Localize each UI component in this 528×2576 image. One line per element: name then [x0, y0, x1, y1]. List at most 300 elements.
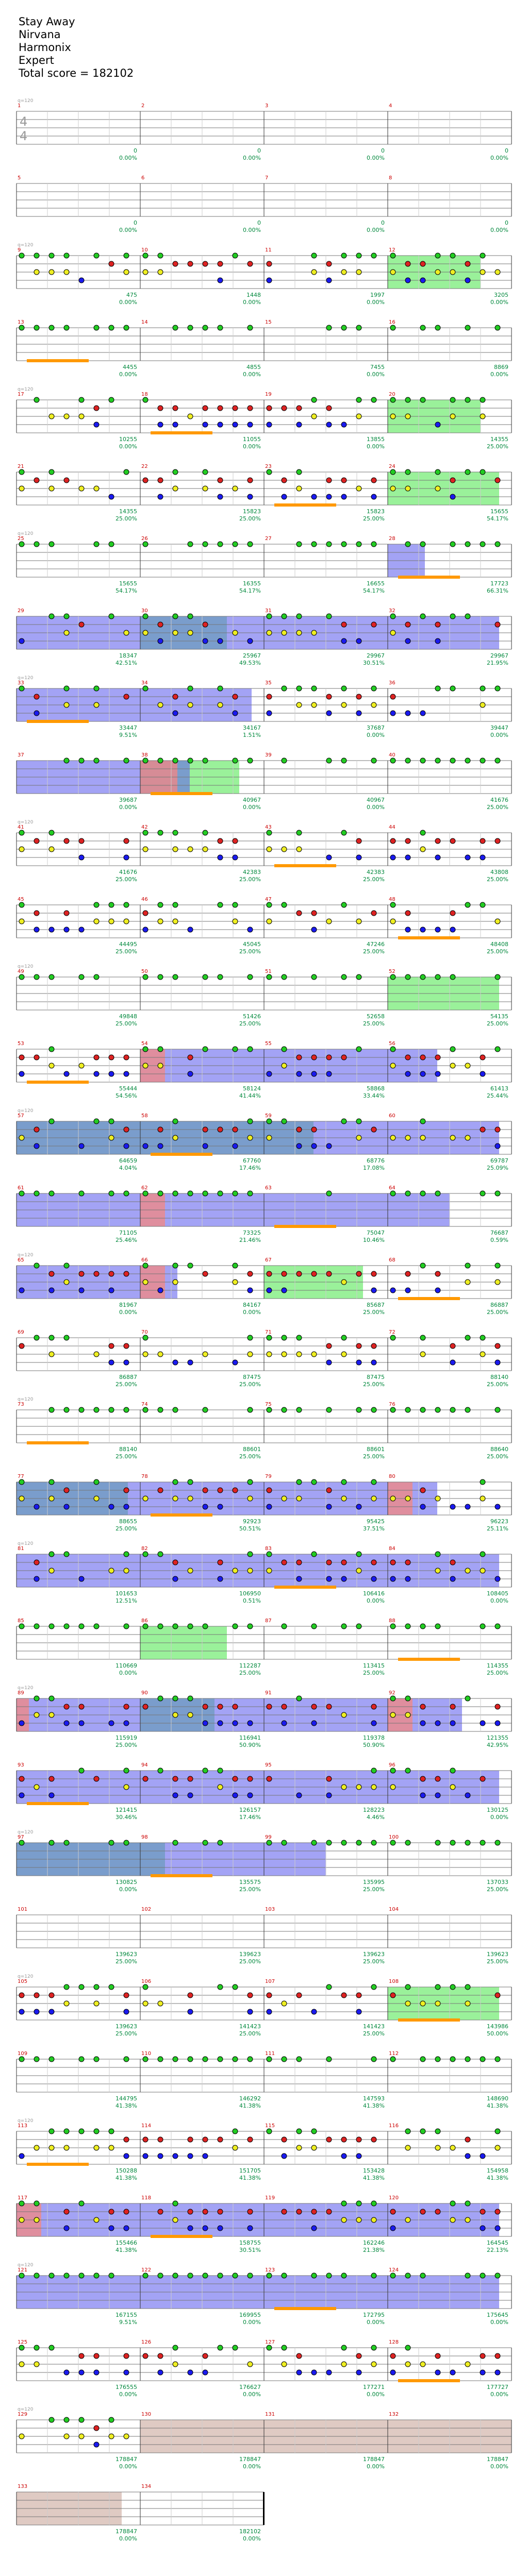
note-gem [435, 2370, 440, 2375]
note-gem [248, 927, 253, 932]
note-gem [49, 1840, 54, 1845]
note-gem [233, 542, 238, 547]
note-gem [495, 1127, 500, 1132]
note-gem [435, 1840, 440, 1845]
note-gem [267, 278, 272, 283]
note-gem [19, 325, 24, 330]
sustain-tail [151, 2235, 212, 2238]
note-gem [450, 1135, 455, 1140]
note-gem [94, 422, 99, 427]
measure-percent: 54.56% [116, 1092, 137, 1099]
note-gem [109, 1071, 114, 1076]
note-gem [341, 686, 346, 691]
note-gem [124, 1343, 129, 1349]
measure-percent: 0.00% [367, 227, 385, 233]
note-gem [143, 927, 148, 932]
note-gem [34, 542, 39, 547]
measure-score: 0 [381, 147, 385, 154]
measure-score: 61413 [490, 1085, 508, 1092]
note-gem [282, 758, 287, 763]
note-gem [158, 1047, 163, 1052]
note-gem [19, 1496, 24, 1501]
note-gem [188, 1993, 193, 1998]
note-gem [143, 1143, 148, 1149]
note-gem [124, 855, 129, 860]
note-gem [480, 758, 485, 763]
note-gem [124, 1568, 129, 1573]
sustain-tail [398, 936, 460, 939]
note-gem [34, 2201, 39, 2206]
note-gem [49, 2345, 54, 2350]
note-gem [19, 1288, 24, 1293]
note-gem [94, 1271, 99, 1276]
note-gem [296, 422, 302, 427]
note-gem [158, 830, 163, 835]
measure-score: 177271 [363, 2384, 385, 2390]
measure-score: 139623 [239, 1951, 261, 1958]
note-gem [64, 1984, 69, 1990]
note-gem [19, 1624, 24, 1629]
measure-score: 178847 [116, 2456, 137, 2463]
note-gem [435, 1271, 440, 1276]
note-gem [356, 919, 361, 924]
measure-percent: 41.38% [487, 2175, 508, 2181]
note-gem [34, 1784, 39, 1790]
measure-score: 8869 [494, 364, 508, 371]
note-gem [465, 2137, 470, 2142]
note-gem [311, 1840, 317, 1845]
note-gem [34, 2009, 39, 2014]
note-gem [124, 1055, 129, 1060]
note-gem [420, 974, 425, 980]
measure-score: 51426 [243, 1013, 261, 1020]
note-gem [341, 253, 346, 258]
note-gem [390, 1576, 395, 1581]
note-gem [143, 1335, 148, 1340]
note-gem [49, 325, 54, 330]
note-gem [435, 469, 440, 475]
note-gem [311, 1055, 317, 1060]
note-gem [173, 1576, 178, 1581]
note-gem [233, 630, 238, 635]
note-gem [371, 1127, 376, 1132]
note-gem [143, 397, 148, 402]
note-gem [79, 1768, 84, 1773]
note-gem [233, 1776, 238, 1781]
note-gem [173, 1407, 178, 1412]
note-gem [49, 542, 54, 547]
measure-percent: 50.90% [239, 1742, 261, 1748]
note-gem [143, 1063, 148, 1068]
note-gem [124, 902, 129, 907]
note-gem [296, 542, 302, 547]
note-gem [188, 1776, 193, 1781]
note-gem [420, 261, 425, 266]
note-gem [49, 1119, 54, 1124]
note-gem [218, 2209, 223, 2214]
measure-number: 19 [265, 392, 272, 397]
measure-number: 73 [18, 1402, 24, 1407]
note-gem [326, 855, 332, 860]
note-gem [267, 1407, 272, 1412]
measure-number: 57 [18, 1113, 24, 1119]
note-gem [341, 702, 346, 708]
note-gem [450, 542, 455, 547]
measure-percent: 41.44% [239, 1092, 261, 1099]
measure-score: 110669 [116, 1662, 137, 1669]
measure-number: 133 [18, 2484, 28, 2489]
note-gem [341, 1279, 346, 1285]
note-gem [326, 1143, 332, 1149]
note-gem [248, 1407, 253, 1412]
note-gem [34, 1191, 39, 1196]
note-gem [218, 2137, 223, 2142]
note-gem [480, 1624, 485, 1629]
note-gem [495, 2057, 500, 2062]
note-gem [34, 397, 39, 402]
note-gem [296, 406, 302, 411]
note-gem [79, 2129, 84, 2134]
tempo-marker: q=120 [18, 820, 34, 825]
note-gem [450, 1504, 455, 1509]
note-gem [465, 1279, 470, 1285]
note-gem [188, 614, 193, 619]
note-gem [450, 1360, 455, 1365]
note-gem [267, 974, 272, 980]
note-gem [64, 2129, 69, 2134]
note-gem [390, 1840, 395, 1845]
note-gem [341, 1479, 346, 1485]
note-gem [143, 2057, 148, 2062]
note-gem [188, 261, 193, 266]
note-gem [390, 1335, 395, 1340]
note-gem [143, 1776, 148, 1781]
measure-number: 14 [141, 319, 148, 325]
note-gem [203, 406, 208, 411]
chart-end-marker [263, 2492, 265, 2525]
note-gem [49, 1191, 54, 1196]
note-gem [233, 2129, 238, 2134]
note-gem [390, 1712, 395, 1718]
measure-percent: 41.38% [116, 2247, 137, 2253]
note-gem [248, 1993, 253, 1998]
measure-score: 58868 [367, 1085, 385, 1092]
measure-percent: 0.00% [367, 443, 385, 450]
note-gem [248, 758, 253, 763]
measure-score: 42383 [243, 869, 261, 875]
note-gem [233, 1488, 238, 1493]
sustain-tail [27, 359, 89, 362]
measure-number: 113 [18, 2123, 28, 2129]
note-gem [450, 1407, 455, 1412]
note-gem [450, 2145, 455, 2150]
measure-percent: 21.95% [487, 660, 508, 666]
note-gem [143, 1263, 148, 1268]
note-gem [19, 902, 24, 907]
measure-score: 3205 [494, 292, 508, 298]
note-gem [435, 1568, 440, 1573]
measure-score: 139623 [116, 2023, 137, 2030]
measure-percent: 54.17% [239, 587, 261, 594]
note-gem [267, 1288, 272, 1293]
note-gem [64, 1071, 69, 1076]
measure-percent: 0.00% [367, 155, 385, 161]
note-gem [371, 1560, 376, 1565]
note-gem [311, 1271, 317, 1276]
note-gem [405, 2129, 410, 2134]
measure-number: 11 [265, 247, 272, 253]
note-gem [94, 1071, 99, 1076]
note-gem [356, 414, 361, 419]
note-gem [311, 2273, 317, 2278]
note-gem [371, 1840, 376, 1845]
note-gem [450, 974, 455, 980]
note-gem [143, 1352, 148, 1357]
note-gem [405, 1071, 410, 1076]
measure-percent: 17.46% [239, 1814, 261, 1821]
note-gem [34, 478, 39, 483]
note-gem [326, 2273, 332, 2278]
note-gem [356, 2217, 361, 2223]
measure-score: 139623 [116, 1951, 137, 1958]
note-gem [311, 630, 317, 635]
note-gem [124, 270, 129, 275]
note-gem [356, 974, 361, 980]
note-gem [158, 2370, 163, 2375]
note-gem [341, 2201, 346, 2206]
measure-percent: 25.00% [239, 876, 261, 883]
note-gem [124, 1624, 129, 1629]
note-gem [465, 1335, 470, 1340]
note-gem [465, 2362, 470, 2367]
note-gem [420, 2209, 425, 2214]
note-gem [49, 830, 54, 835]
measure-percent: 0.00% [119, 1670, 137, 1676]
measure-percent: 25.00% [239, 1020, 261, 1027]
measure-number: 132 [389, 2412, 399, 2417]
note-gem [405, 414, 410, 419]
note-gem [233, 838, 238, 844]
note-gem [405, 855, 410, 860]
sustain-tail [274, 864, 336, 867]
measure-number: 88 [389, 1618, 395, 1624]
note-gem [267, 1776, 272, 1781]
note-gem [19, 253, 24, 258]
measure-score: 92923 [243, 1518, 261, 1525]
note-gem [218, 855, 223, 860]
note-gem [371, 253, 376, 258]
measure-percent: 0.00% [243, 2535, 261, 2542]
note-gem [326, 1840, 332, 1845]
measure-percent: 0.00% [367, 1597, 385, 1604]
measure-percent: 4.04% [119, 1165, 137, 1171]
note-gem [420, 2273, 425, 2278]
measure-score: 69787 [490, 1157, 508, 1164]
note-gem [326, 1055, 332, 1060]
measure-number: 125 [18, 2339, 28, 2345]
note-gem [267, 1568, 272, 1573]
note-gem [173, 1479, 178, 1485]
measure-number: 59 [265, 1113, 272, 1119]
measure-number: 27 [265, 536, 272, 542]
note-gem [203, 2209, 208, 2214]
note-gem [371, 494, 376, 499]
note-gem [203, 1271, 208, 1276]
note-gem [405, 1696, 410, 1701]
note-gem [143, 2001, 148, 2006]
note-gem [465, 542, 470, 547]
measure-number: 65 [18, 1257, 24, 1263]
note-gem [248, 2009, 253, 2014]
measure-percent: 0.00% [243, 371, 261, 378]
note-gem [465, 1840, 470, 1845]
note-gem [435, 622, 440, 627]
note-gem [143, 1496, 148, 1501]
note-gem [19, 469, 24, 475]
note-gem [267, 2273, 272, 2278]
note-gem [405, 2145, 410, 2150]
note-gem [405, 758, 410, 763]
note-gem [371, 2137, 376, 2142]
note-gem [390, 1288, 395, 1293]
measure-number: 9 [18, 247, 21, 253]
note-gem [405, 838, 410, 844]
measure-number: 74 [141, 1402, 148, 1407]
note-gem [34, 694, 39, 699]
measure-percent: 25.00% [239, 1958, 261, 1965]
note-gem [188, 1496, 193, 1501]
measure-number: 110 [141, 2051, 152, 2057]
measure-score: 73325 [243, 1230, 261, 1236]
note-gem [158, 2001, 163, 2006]
note-gem [49, 1352, 54, 1357]
note-gem [19, 638, 24, 644]
note-gem [49, 1407, 54, 1412]
measure-percent: 54.17% [487, 515, 508, 522]
note-gem [19, 974, 24, 980]
note-gem [94, 1496, 99, 1501]
note-gem [203, 847, 208, 852]
note-gem [49, 253, 54, 258]
note-gem [465, 397, 470, 402]
note-gem [435, 2145, 440, 2150]
note-gem [79, 2273, 84, 2278]
note-gem [296, 1560, 302, 1565]
sustain-tail [151, 1513, 212, 1517]
note-gem [371, 2273, 376, 2278]
note-gem [188, 2137, 193, 2142]
note-gem [158, 1191, 163, 1196]
measure-number: 115 [265, 2123, 275, 2129]
measure-number: 68 [389, 1257, 395, 1263]
note-gem [109, 2209, 114, 2214]
note-gem [450, 927, 455, 932]
note-gem [158, 638, 163, 644]
note-gem [420, 1119, 425, 1124]
note-gem [109, 2417, 114, 2422]
measure-percent: 41.38% [487, 2102, 508, 2109]
note-gem [282, 2273, 287, 2278]
note-gem [356, 1552, 361, 1557]
note-gem [64, 2001, 69, 2006]
note-gem [480, 253, 485, 258]
note-gem [79, 2370, 84, 2375]
note-gem [420, 2001, 425, 2006]
note-gem [405, 397, 410, 402]
note-gem [94, 325, 99, 330]
note-gem [79, 838, 84, 844]
note-gem [296, 1479, 302, 1485]
measure-number: 124 [389, 2267, 399, 2273]
note-gem [158, 1768, 163, 1773]
note-gem [405, 711, 410, 716]
note-gem [450, 2217, 455, 2223]
note-gem [356, 1504, 361, 1509]
note-gem [296, 847, 302, 852]
measure-percent: 25.00% [487, 1020, 508, 1027]
note-gem [356, 486, 361, 491]
note-gem [143, 1047, 148, 1052]
note-gem [109, 542, 114, 547]
note-gem [311, 1479, 317, 1485]
note-gem [326, 542, 332, 547]
measure-percent: 0.00% [243, 804, 261, 811]
note-gem [465, 1504, 470, 1509]
note-gem [203, 2137, 208, 2142]
note-gem [124, 1840, 129, 1845]
measure-number: 22 [141, 464, 148, 469]
note-gem [341, 1055, 346, 1060]
note-gem [173, 1560, 178, 1565]
note-gem [188, 2226, 193, 2231]
note-gem [158, 1624, 163, 1629]
note-gem [435, 2129, 440, 2134]
note-gem [390, 855, 395, 860]
note-gem [435, 686, 440, 691]
note-gem [19, 1071, 24, 1076]
note-gem [19, 2217, 24, 2223]
measure-percent: 25.00% [363, 948, 385, 955]
note-gem [49, 1047, 54, 1052]
note-gem [203, 974, 208, 980]
measure-number: 3 [265, 103, 269, 109]
note-gem [173, 1793, 178, 1798]
note-gem [341, 1840, 346, 1845]
note-gem [296, 1071, 302, 1076]
note-gem [19, 1776, 24, 1781]
measure-percent: 17.46% [239, 1165, 261, 1171]
measure-score: 106950 [239, 1590, 261, 1597]
note-gem [109, 2434, 114, 2439]
note-gem [158, 902, 163, 907]
measure-number: 79 [265, 1474, 272, 1479]
measure-percent: 0.00% [243, 2391, 261, 2398]
note-gem [143, 542, 148, 547]
note-gem [94, 1119, 99, 1124]
note-gem [173, 919, 178, 924]
measure-percent: 9.51% [119, 2319, 137, 2326]
note-gem [420, 1704, 425, 1709]
note-gem [124, 919, 129, 924]
measure-percent: 41.38% [116, 2175, 137, 2181]
note-gem [480, 1840, 485, 1845]
note-gem [49, 1552, 54, 1557]
note-gem [435, 1496, 440, 1501]
note-gem [296, 2057, 302, 2062]
note-gem [158, 622, 163, 627]
note-gem [143, 253, 148, 258]
note-gem [420, 325, 425, 330]
